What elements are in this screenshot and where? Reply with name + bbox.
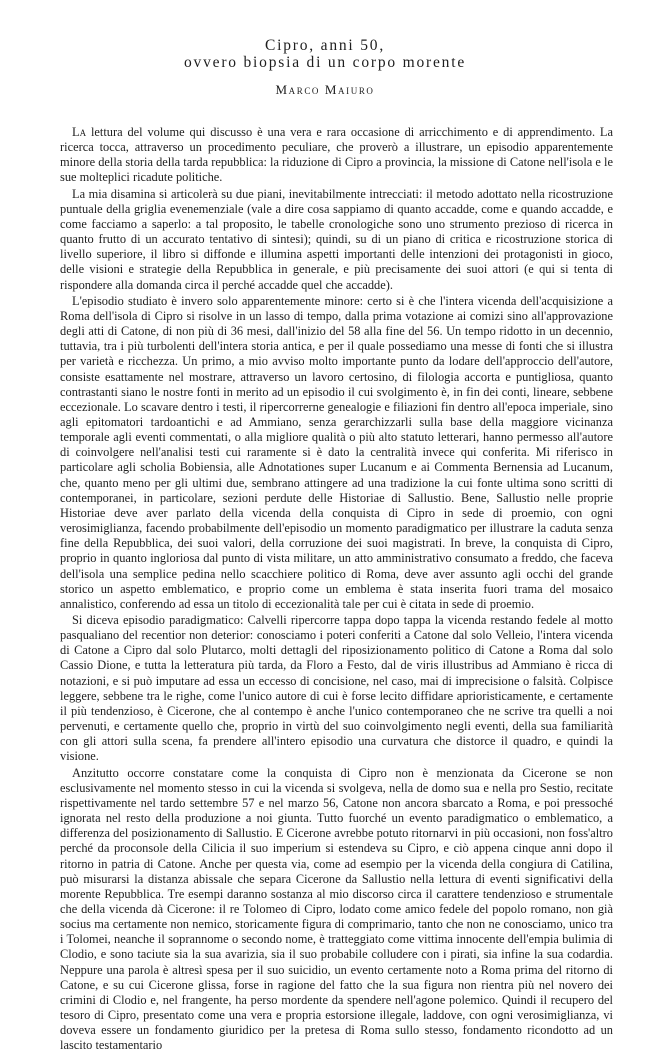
paragraph-text: lettura del volume qui discusso è una vera e rara occasione di arricchimento e di apprendimento. La ricerca tocca, attraverso un procedimento peculiare, che proverò a illustrare, un episodio apparentemente minore della storia della tarda repubblica: la riduzione di Cipro a provincia, la missione di Catone nell'isola e le sue molteplici ricadute politiche. [60,125,613,185]
paragraph-text: Anzitutto occorre constatare come la conquista di Cipro non è menzionata da Cicerone se non esclusivamente nel momento stesso in cui la vicenda si svolgeva, nella de domo sua e nella pro Sestio, recitate rispettivamente nel tardo settembre 57 e nel marzo 56, Catone non ancora sbarcato a Roma, e poi pressoché ignorata nel resto della produzione a noi giunta. Tutto fuorché un evento paradigmatico o emblematico, a differenza del posizionamento di Sallustio. E Cicerone avrebbe potuto ritornarvi in più occasioni, non foss'altro perché da proconsole della Cilicia il suo imperium si estendeva su Cipro, e ciò appena cinque anni dopo il ritorno in patria di Catone. Anche per questa via, come ad esempio per la vicenda della congiura di Catilina, può misurarsi la distanza abissale che separa Cicerone da Sallustio nella lettura di eventi significativi della morente Repubblica. Tre esempi daranno sostanza al mio discorso circa il carattere tendenzioso e strumentale che della vicenda dà Cicerone: il re Tolomeo di Cipro, lodato come amico fedele del popolo romano, non già socius ma certamente non nemico, storicamente figura di comprimario, tanto che non ne conosciamo, unico tra i Tolomei, neanche il soprannome o secondo nome, è tratteggiato come vittima innocente dell'empia bulimia di Clodio, e sono taciute sia la sua avarizia, sia il suo probabile colludere con i pirati, sia infine la sua codardia. Neppure una parola è altresì spesa per il suo suicidio, un evento certamente noto a Roma prima del ritorno di Catone, e su cui Cicerone glissa, forse in ragione del fatto che la sua figura non rientra più nel novero dei crimini di Clodio e, nel frangente, ha perso mordente da spendere nell'agone polemico. Quindi il recupero del tesoro di Cipro, presentato come una vera e propria estorsione illegale, laddove, con ogni verosimiglianza, vi doveva essere un fondamento giuridico per la pretesa di Roma sullo stesso, fondamento ricondotto ad un lascito testamentario [60,765,613,1053]
article-title-line-2: ovvero biopsia di un corpo morente [183,54,467,71]
paragraph-3 [60,294,613,612]
paragraph-text: L'episodio studiato è invero solo apparentemente minore: certo si è che l'intera vicenda dell'acquisizione a Roma dell'isola di Cipro si risolve in un lasso di tempo, dalla prima votazione ai comizi sino all'approvazione degli atti di Catone, di non più di 36 mesi, dall'inizio del 58 alla fine del 56. Un tempo ridotto in un decennio, tuttavia, tra i più turbolenti dell'intera storia antica, e per il quale possediamo una messe di fonti che si illustra per varietà e ricchezza. Un primo, a mio avviso molto importante punto da lodare dell'approccio dell'autore, consiste esattamente nel mostrare, attraverso un lavoro certosino, di filologia accorta e puntigliosa, quanto contrastanti siano le nostre fonti in merito ad un episodio il cui svolgimento è, in fin dei conti, lineare, sebbene eccezionale. Lo scavare dentro i testi, il ripercorrerne genealogie e filiazioni fin dentro all'epoca imperiale, sino agli epitomatori tardoantichi e ad Ammiano, senza gerarchizzarli sulla base della maggiore vicinanza temporale agli eventi commentati, o alla migliore qualità o più alto statuto letterari, hanno permesso all'autore di coinvolgere nell'analisi testi cui raramente si è dato la centralità invece qui conferita. Mi riferisco in particolare agli scholia Bobiensia, alle Adnotationes super Lucanum e ai Commenta Bernensia ad Lucanum, che, quanto meno per gli ultimi due, sembrano attingere ad una tradizione la cui fonte ultima sono scritti di contemporanei, in particolare, sezioni perdute delle Historiae di Sallustio. Bene, Sallustio nelle proprie Historiae deve aver parlato della vicenda della conquista di Cipro in sede di proemio, con ogni verosimiglianza, facendo probabilmente dell'episodio un momento paradigmatico per illustrare la caduta senza fine della Repubblica, dei suoi valori, della corruzione dei suoi magistrati. In breve, la conquista di Cipro, proprio in quanto ingloriosa dal punto di vista militare, un atto amministrativo consumato a freddo, che faceva dell'isola una semplice pedina nello scacchiere politico di Roma, deve aver assunto agli occhi del grande storico un aspetto emblematico, e proprio come un emblema è stata inserita fuori trama del mosaico annalistico, conferendo ad essa un titolo di eccezionalità tale per cui è citata in sede di proemio. [60,293,613,611]
article-author: Marco Maiuro [275,82,375,97]
article-body [60,125,613,1054]
paragraph-4 [60,613,613,765]
paragraph-lead: La [72,125,87,139]
paragraph-text: La mia disamina si articolerà su due piani, inevitabilmente intrecciati: il metodo adottato nella ricostruzione puntuale della griglia evenemenziale (vale a dire cosa sappiamo di quanto accadde, come e quando accadde, e come facciamo a saperlo: a tal proposito, le tabelle cronologiche sono uno strumento prezioso di ricerca in quanto frutto di un accurato tentativo di sintesi); quindi, su di un piano di critica e ricostruzione storica di livello superiore, il libro si diffonde e illumina aspetti importanti delle intenzioni dei protagonisti in gioco, delle visioni e strategie della Repubblica in generale, e più precisamente dei suoi attori (e qui si tenta di rispondere alla domanda circa il perché accadde quel che accadde). [60,186,613,292]
article-title-line-1: Cipro, anni 50, [265,37,385,54]
paragraph-5 [60,766,613,1054]
paragraph-1 [60,125,613,186]
paragraph-text: Si diceva episodio paradigmatico: Calvelli ripercorre tappa dopo tappa la vicenda restando fedele al motto pasqualiano del recentior non deterior: conosciamo i poteri conferiti a Catone dal solo Velleio, l'intera vicenda di Catone a Cipro dal solo Plutarco, molti dettagli del riposizionamento politico di Catone a Roma dal solo Cassio Dione, e tutta la letteratura più tarda, da Floro a Festo, dal de viris illustribus ad Ammiano è ricca di notazioni, e si può imputare ad essa un eccesso di concisione, nel caso, mai di imprecisione o falsità. Colpisce leggere, sebbene tra le righe, come l'unico autore di cui è forse lecito diffidare aprioristicamente, e certamente il più tendenzioso, è Cicerone, che al contempo è anche l'unico contemporaneo che ne scrive tra quelli a noi pervenuti, e certamente quello che, proprio in virtù del suo coinvolgimento negli eventi, della sua familiarità con gli attori sulla scena, fa prendere all'intero episodio una curvatura che distorce il quadro, e quindi la visione. [60,613,613,764]
paragraph-2 [60,187,613,293]
